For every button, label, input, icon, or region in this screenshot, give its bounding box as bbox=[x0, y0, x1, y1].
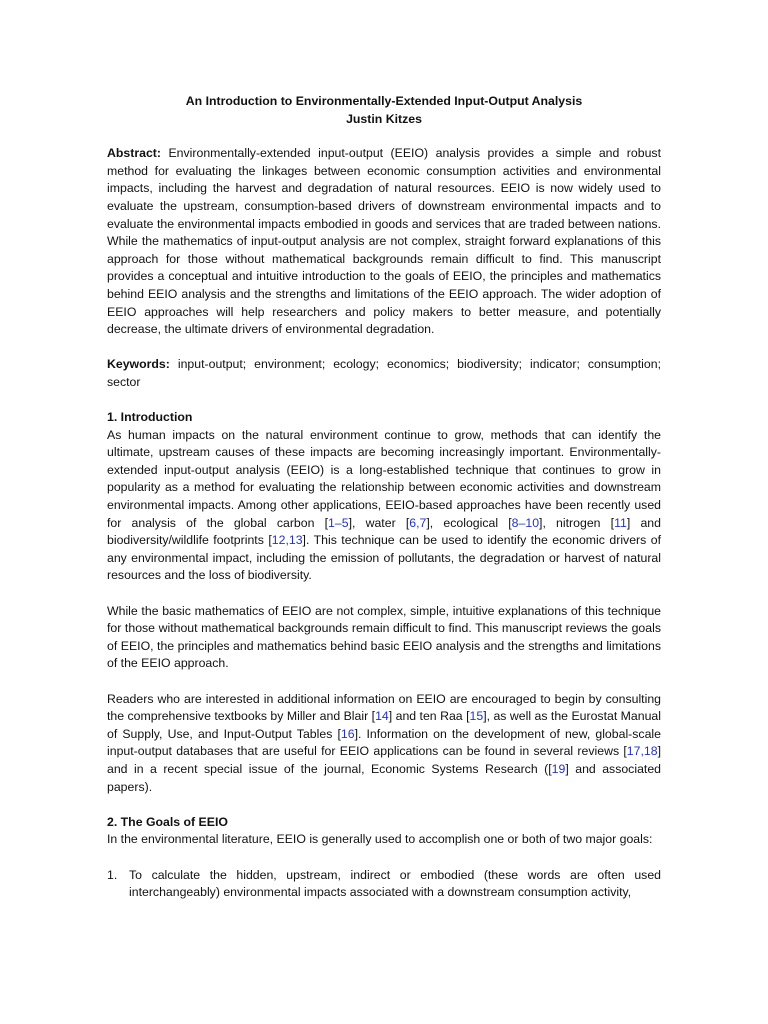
text-run: ]. This technique can be used to identify the economic drivers of any environmental impact, including the emission of pollutants, the degradation or harvest of natural resources and the loss of biodiversity. bbox=[107, 533, 661, 583]
text-run: ], water [ bbox=[348, 515, 410, 530]
text-run: ]. Information on the development of new, global-scale input-output databases that are useful for EEIO applications can be found in several reviews [ bbox=[107, 726, 661, 759]
citation-separator: , bbox=[285, 533, 289, 548]
keywords-label: Keywords: bbox=[107, 357, 170, 372]
citation-link[interactable]: 8 bbox=[511, 515, 519, 530]
citation-link[interactable]: 17 bbox=[626, 744, 641, 759]
citation-link[interactable]: 18 bbox=[643, 744, 658, 759]
citation-link[interactable]: 15 bbox=[469, 709, 484, 724]
title-block bbox=[107, 93, 661, 128]
section-heading: 1. Introduction bbox=[107, 410, 193, 425]
paper-title: An Introduction to Environmentally-Extended Input-Output Analysis bbox=[185, 94, 583, 108]
text-run: ], as well as the Eurostat Manual of Supply, Use, and Input-Output Tables [ bbox=[107, 709, 662, 741]
list-text: To calculate the hidden, upstream, indirect or embodied (these words are often used interchangeably) environmental impacts associated with a downstream consumption activity, bbox=[129, 867, 661, 900]
paper-author: Justin Kitzes bbox=[346, 111, 422, 126]
text-run: Readers who are interested in additional information on EEIO are encouraged to begin by consulting the comprehensive textbooks by Miller and Blair [ bbox=[107, 691, 661, 724]
paper-body bbox=[107, 93, 661, 902]
citation-separator: , bbox=[640, 744, 644, 759]
list-number: 1. bbox=[107, 867, 118, 882]
section-introduction bbox=[107, 409, 661, 585]
goals-intro: In the environmental literature, EEIO is generally used to accomplish one or both of two major goals: bbox=[107, 832, 653, 847]
citation-separator: , bbox=[416, 515, 420, 530]
citation-link[interactable]: 10 bbox=[525, 515, 540, 530]
citation-link[interactable]: 7 bbox=[419, 515, 427, 530]
abstract-label: Abstract: bbox=[107, 146, 161, 161]
intro-paragraph-2: While the basic mathematics of EEIO are not complex, simple, intuitive explanations of this technique for those without mathematical backgrounds remain difficult to find. This manuscript reviews the goals of EEIO, the principles and mathematics behind basic EEIO analysis and the strengths and limitations of the EEIO approach. bbox=[107, 603, 661, 671]
text-run: ] and in a recent special issue of the journal, Economic Systems Research ([ bbox=[107, 744, 661, 776]
text-run: ] and associated papers). bbox=[107, 761, 661, 794]
section-goals bbox=[107, 814, 661, 849]
keywords-text: input-output; environment; ecology; economics; biodiversity; indicator; consumption; sector bbox=[107, 357, 662, 389]
citation-separator: – bbox=[334, 515, 342, 530]
citation-link[interactable]: 12 bbox=[271, 533, 286, 548]
text-run: As human impacts on the natural environment continue to grow, methods that can identify the ultimate, upstream causes of these impacts are becoming increasingly important. Environmentally-extended input-output analysis (EEIO) is a long-established technique that continues to grow in popularity as a method for evaluating the relationship between economic activities and downstream environmental impacts. Among other applications, EEIO-based approaches have been recently used for analysis of the global carbon [ bbox=[107, 427, 661, 530]
citation-link[interactable]: 1 bbox=[328, 515, 335, 530]
abstract-text: Environmentally-extended input-output (EEIO) analysis provides a simple and robust method for evaluating the linkages between economic consumption activities and environmental impacts, including the harvest and degradation of natural resources. EEIO is now widely used to evaluate the upstream, consumption-based drivers of downstream environmental impacts and to evaluate the environmental impacts embodied in goods and services that are traded between nations. While the mathematics of input-output analysis are not complex, straight forward explanations of this approach for those without mathematical backgrounds remain difficult to find. This manuscript provides a conceptual and intuitive introduction to the goals of EEIO, the principles and mathematics behind EEIO analysis and the strengths and limitations of the EEIO approach. The wider adoption of EEIO approaches will help researchers and policy makers to better measure, and potentially decrease, the ultimate drivers of environmental degradation. bbox=[107, 146, 661, 337]
citation-link[interactable]: 5 bbox=[341, 515, 349, 530]
list-item bbox=[107, 867, 661, 902]
citation-link[interactable]: 16 bbox=[340, 726, 355, 741]
citation-separator: – bbox=[518, 515, 526, 530]
intro-paragraph-3 bbox=[107, 691, 661, 797]
text-run: ], nitrogen [ bbox=[539, 515, 615, 530]
text-run: ], ecological [ bbox=[426, 515, 512, 530]
text-run: ] and ten Raa [ bbox=[388, 709, 470, 724]
citation-link[interactable]: 6 bbox=[409, 515, 417, 530]
text-run: ] and biodiversity/wildlife footprints [ bbox=[107, 515, 661, 548]
abstract bbox=[107, 145, 661, 339]
section-heading: 2. The Goals of EEIO bbox=[107, 814, 228, 829]
keywords bbox=[107, 356, 661, 391]
citation-link[interactable]: 13 bbox=[288, 533, 303, 548]
citation-link[interactable]: 14 bbox=[375, 709, 389, 724]
intro-paragraph-1 bbox=[107, 427, 661, 585]
citation-link[interactable]: 11 bbox=[614, 515, 627, 530]
citation-link[interactable]: 19 bbox=[551, 761, 566, 776]
